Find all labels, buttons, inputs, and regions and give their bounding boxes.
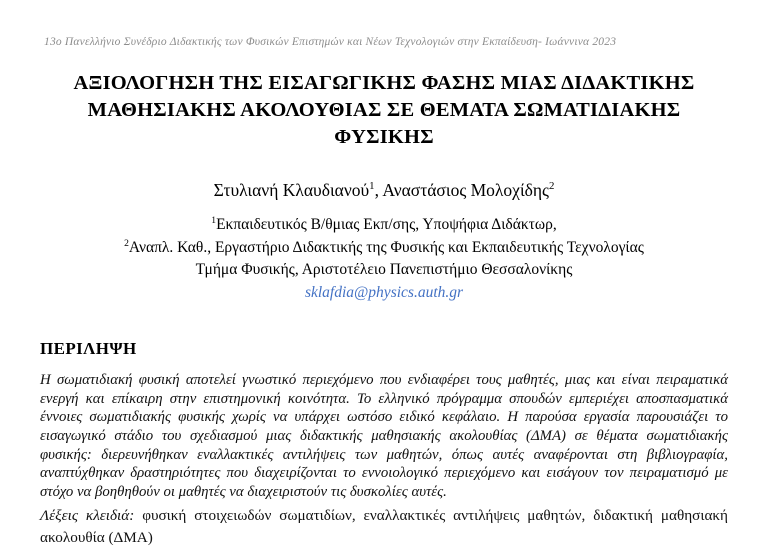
affiliation-line-3 bbox=[40, 259, 728, 282]
author-name-1: Στυλιανή Κλαυδιανού bbox=[213, 180, 370, 200]
affiliation-text-3: Τμήμα Φυσικής, Αριστοτέλειο Πανεπιστήμιο Θεσσαλονίκης bbox=[195, 261, 573, 279]
affiliation-text-2: Αναπλ. Καθ., Εργαστήριο Διδακτικής της Φυσικής και Εκπαιδευτικής Τεχνολογίας bbox=[128, 238, 644, 256]
keywords-label: Λέξεις κλειδιά: bbox=[40, 507, 135, 524]
authors-line bbox=[40, 180, 728, 201]
affiliations-block bbox=[40, 214, 728, 282]
affiliation-line-2 bbox=[40, 237, 728, 260]
email-link[interactable]: sklafdia@physics.auth.gr bbox=[304, 284, 464, 301]
paper-title: ΑΞΙΟΛΟΓΗΣΗ ΤΗΣ ΕΙΣΑΓΩΓΙΚΗΣ ΦΑΣΗΣ ΜΙΑΣ ΔΙΔΑΚΤΙΚΗΣ ΜΑΘΗΣΙΑΚΗΣ ΑΚΟΛΟΥΘΙΑΣ ΣΕ ΘΕΜΑΤΑ ΣΩΜΑΤΙΔΙΑΚΗΣ ΦΥΣΙΚΗΣ bbox=[73, 72, 695, 149]
author-superscript-1: 1 bbox=[369, 180, 375, 193]
affiliation-superscript-2: 2 bbox=[124, 237, 129, 249]
affiliation-line-1 bbox=[40, 214, 728, 237]
authors-separator: , bbox=[374, 180, 383, 200]
author-superscript-2: 2 bbox=[548, 180, 555, 193]
affiliation-text-1: Εκπαιδευτικός Β/θμιας Εκπ/σης, Υποψήφια Διδάκτωρ, bbox=[216, 216, 557, 233]
author-name-2: Αναστάσιος Μολοχίδης bbox=[382, 180, 549, 200]
keywords-text: φυσική στοιχειωδών σωματιδίων, εναλλακτικές αντιλήψεις μαθητών, διδακτική μαθησιακή ακολουθία (ΔΜΑ) bbox=[40, 507, 729, 546]
email-row bbox=[40, 284, 728, 302]
affiliation-superscript-1: 1 bbox=[211, 214, 217, 226]
keywords-line bbox=[40, 505, 728, 548]
abstract-heading: ΠΕΡΙΛΗΨΗ bbox=[40, 339, 137, 358]
running-header: 13ο Πανελλήνιο Συνέδριο Διδακτικής των Φυσικών Επιστημών και Νέων Τεχνολογιών στην Εκπαίδευση- Ιωάννινα 2023 bbox=[44, 36, 617, 48]
abstract-text: Η σωματιδιακή φυσική αποτελεί γνωστικό περιεχόμενο που ενδιαφέρει τους μαθητές, μιας και είναι πειραματικά ενεργή και επίκαιρη στην επιστημονική κοινότητα. Το ελληνικό πρόγραμμα σπουδών εμπεριέχει αποσπασματικά έννοιες σωματιδιακής φυσικής χωρίς να υπάρχει ωστόσο ειδικό κεφάλαιο. Η παρούσα εργασία παρουσιάζει το εισαγωγικό στάδιο του σχεδιασμού μιας διδακτικής μαθησιακής ακολουθίας (ΔΜΑ) σε θέματα σωματιδιακής φυσικής: διερευνήθηκαν εναλλακτικές αντιλήψεις των μαθητών, όπως αυτές αναφέρονται στη βιβλιογραφία, αναπτύχθηκαν δραστηριότητες που διαχειρίζονται το εννοιολογικό περιεχόμενο και εισάγουν τον πειραματισμό με στόχο να βοηθηθούν οι μαθητές να διαχειριστούν τις δυσκολίες αυτές. bbox=[40, 372, 728, 500]
